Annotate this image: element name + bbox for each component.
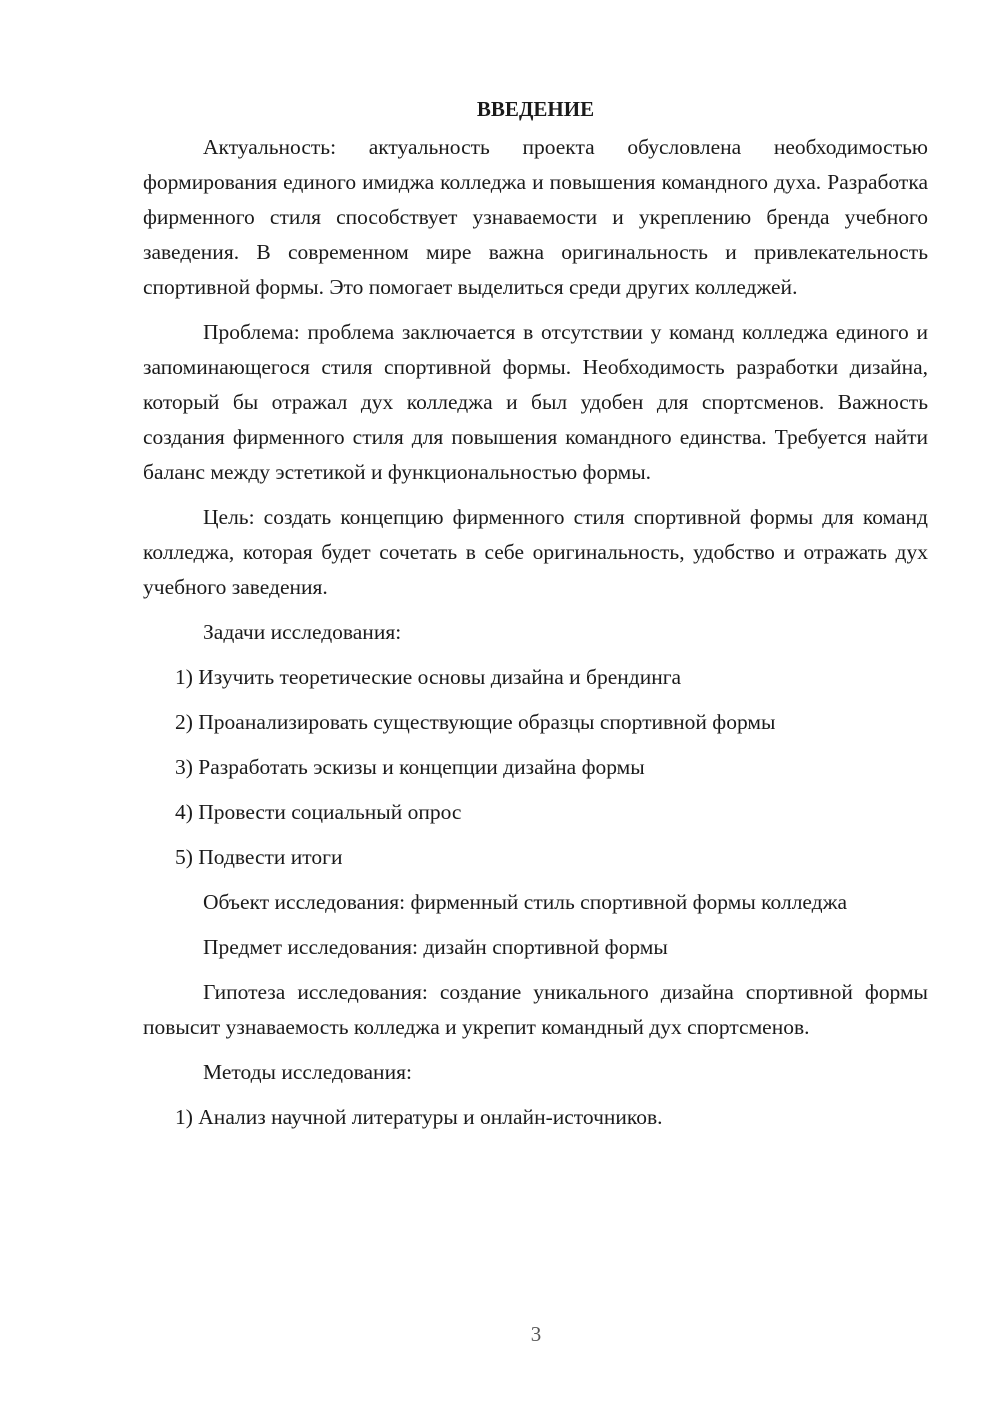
methods-list [143, 1100, 928, 1135]
document-page [143, 92, 928, 1145]
task-item: 1) Изучить теоретические основы дизайна и брендинга [175, 665, 682, 689]
task-item: 5) Подвести итоги [175, 845, 343, 869]
methods-heading: Методы исследования: [203, 1060, 412, 1084]
hypothesis-paragraph: Гипотеза исследования: создание уникального дизайна спортивной формы повысит узнаваемость колледжа и укрепит командный дух спортсменов. [143, 980, 928, 1039]
page-number: 3 [530, 1322, 542, 1346]
task-item: 3) Разработать эскизы и концепции дизайна формы [175, 755, 645, 779]
tasks-heading: Задачи исследования: [203, 620, 402, 644]
subject-paragraph: Предмет исследования: дизайн спортивной формы [203, 935, 668, 959]
task-item: 2) Проанализировать существующие образцы спортивной формы [175, 710, 776, 734]
problem-paragraph: Проблема: проблема заключается в отсутствии у команд колледжа единого и запоминающегося стиля спортивной формы. Необходимость разработки дизайна, который бы отражал дух колледжа и был удобен для спортсменов. Важность создания фирменного стиля для повышения командного единства. Требуется найти баланс между эстетикой и функциональностью формы. [143, 320, 928, 484]
goal-paragraph: Цель: создать концепцию фирменного стиля спортивной формы для команд колледжа, которая будет сочетать в себе оригинальность, удобство и отражать дух учебного заведения. [143, 505, 928, 599]
task-item: 4) Провести социальный опрос [175, 800, 462, 824]
relevance-paragraph: Актуальность: актуальность проекта обусловлена необходимостью формирования единого имиджа колледжа и повышения командного духа. Разработка фирменного стиля способствует узнаваемости и укреплению бренда учебного заведения. В современном мире важна оригинальность и привлекательность спортивной формы. Это помогает выделиться среди других колледжей. [143, 135, 928, 299]
tasks-list [143, 660, 928, 875]
object-paragraph: Объект исследования: фирменный стиль спортивной формы колледжа [203, 890, 848, 914]
method-item: 1) Анализ научной литературы и онлайн-источников. [175, 1105, 663, 1129]
section-title: ВВЕДЕНИЕ [476, 97, 595, 121]
